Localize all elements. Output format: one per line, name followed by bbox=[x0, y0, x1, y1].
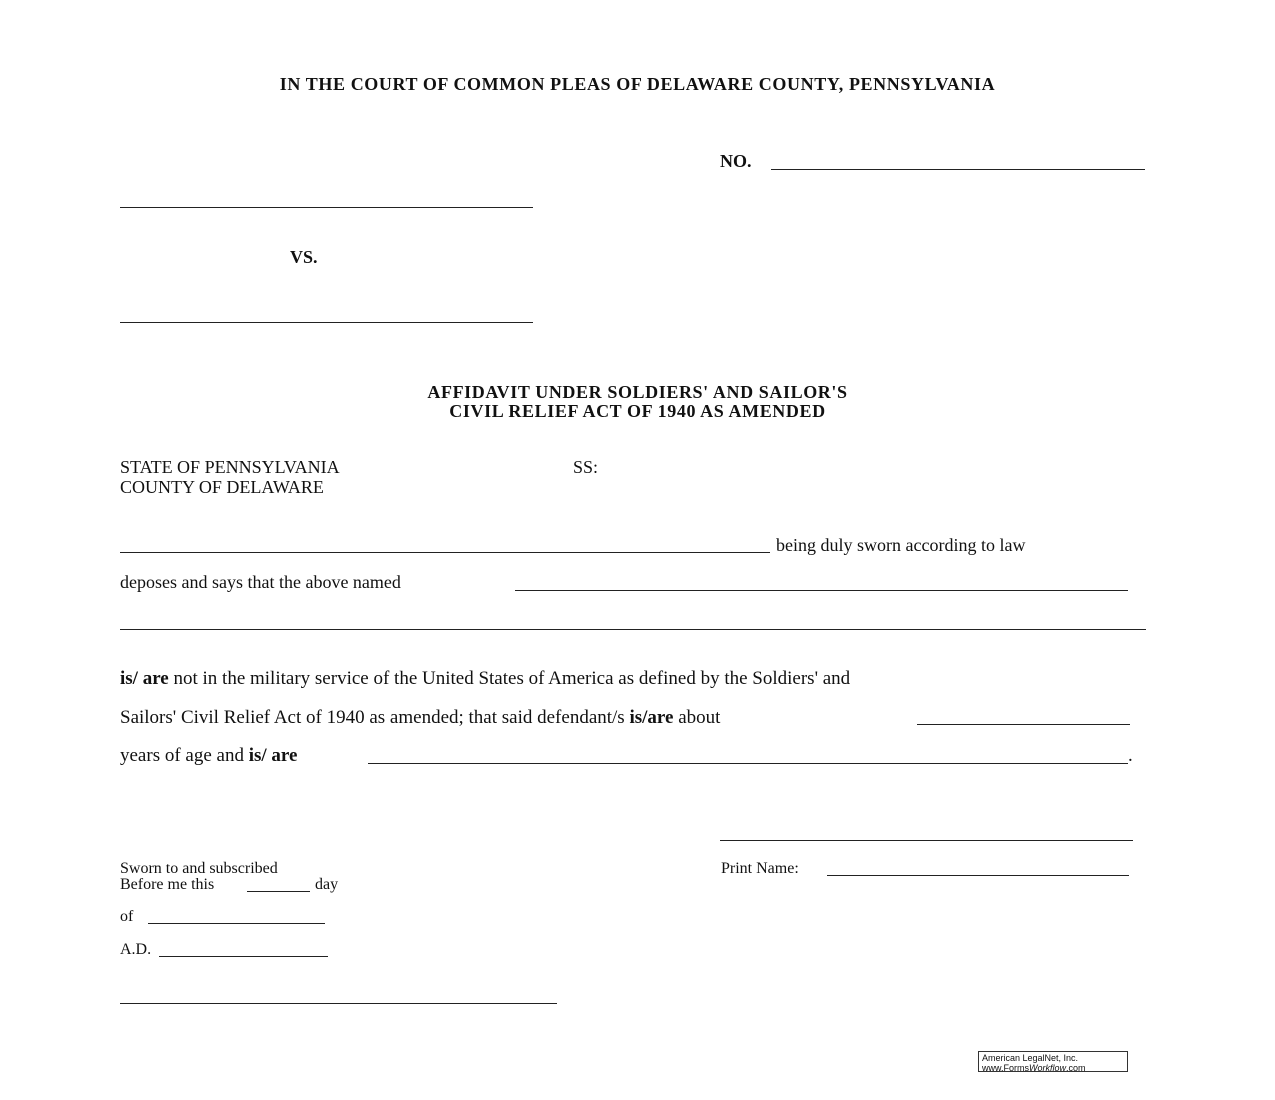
age-line-text: Sailors' Civil Relief Act of 1940 as amended; that said defendant/s bbox=[120, 707, 630, 728]
publisher-name: American LegalNet, Inc. bbox=[982, 1053, 1079, 1063]
jurat-line1: Sworn to and subscribed bbox=[120, 860, 278, 877]
affidavit-title-line1: AFFIDAVIT UNDER SOLDIERS' AND SAILOR'S bbox=[427, 382, 848, 402]
jurat-year-field[interactable] bbox=[159, 956, 328, 957]
affiant-name-field[interactable] bbox=[120, 552, 770, 553]
publisher-url-prefix: www.Forms bbox=[982, 1063, 1029, 1073]
publisher-stamp bbox=[978, 1051, 1128, 1072]
case-number-field[interactable] bbox=[771, 169, 1145, 170]
sworn-text: being duly sworn according to law bbox=[776, 535, 1026, 555]
occupation-line-text: years of age and bbox=[120, 745, 249, 766]
venue-county: COUNTY OF DELAWARE bbox=[120, 477, 324, 497]
age-line-about: about bbox=[673, 707, 721, 728]
defendant-name-field[interactable] bbox=[120, 322, 533, 323]
military-status-line bbox=[120, 668, 850, 690]
military-status-text: not in the military service of the United States of America as defined by the Soldiers' and bbox=[168, 668, 851, 689]
is-are-choice-2: is/are bbox=[629, 707, 674, 728]
venue-state: STATE OF PENNSYLVANIA bbox=[120, 457, 340, 477]
print-name-field[interactable] bbox=[827, 875, 1129, 876]
court-heading: IN THE COURT OF COMMON PLEAS OF DELAWARE COUNTY, PENNSYLVANIA bbox=[279, 74, 996, 94]
notary-signature-line[interactable] bbox=[120, 1003, 557, 1004]
named-party-continuation-field[interactable] bbox=[120, 629, 1146, 630]
jurat-line2-start: Before me this bbox=[120, 876, 215, 893]
age-line bbox=[120, 707, 720, 729]
affidavit-title-line2: CIVIL RELIEF ACT OF 1940 AS AMENDED bbox=[449, 401, 826, 421]
jurat-ad-label: A.D. bbox=[120, 941, 152, 958]
named-party-field[interactable] bbox=[515, 590, 1128, 591]
print-name-label: Print Name: bbox=[721, 860, 799, 877]
occupation-field[interactable] bbox=[368, 763, 1128, 764]
publisher-url bbox=[982, 1063, 1127, 1073]
jurat-line2-end: day bbox=[315, 876, 339, 893]
occupation-period: . bbox=[1128, 745, 1133, 766]
affiant-signature-line[interactable] bbox=[720, 840, 1133, 841]
occupation-line bbox=[120, 745, 297, 767]
is-are-choice-1: is/ are bbox=[120, 668, 169, 689]
jurat-month-field[interactable] bbox=[148, 923, 325, 924]
deposes-text: deposes and says that the above named bbox=[120, 572, 401, 592]
publisher-url-italic: Workflow bbox=[1029, 1063, 1067, 1073]
is-are-choice-3: is/ are bbox=[248, 745, 298, 766]
plaintiff-name-field[interactable] bbox=[120, 207, 533, 208]
versus-label: VS. bbox=[290, 247, 318, 267]
venue-ss: SS: bbox=[573, 457, 599, 477]
publisher-url-suffix: .com bbox=[1066, 1063, 1086, 1073]
jurat-of-label: of bbox=[120, 908, 134, 925]
age-field[interactable] bbox=[917, 724, 1130, 725]
case-number-label-text: NO. bbox=[720, 151, 752, 171]
case-number-label bbox=[720, 151, 752, 172]
jurat-day-field[interactable] bbox=[247, 891, 310, 892]
